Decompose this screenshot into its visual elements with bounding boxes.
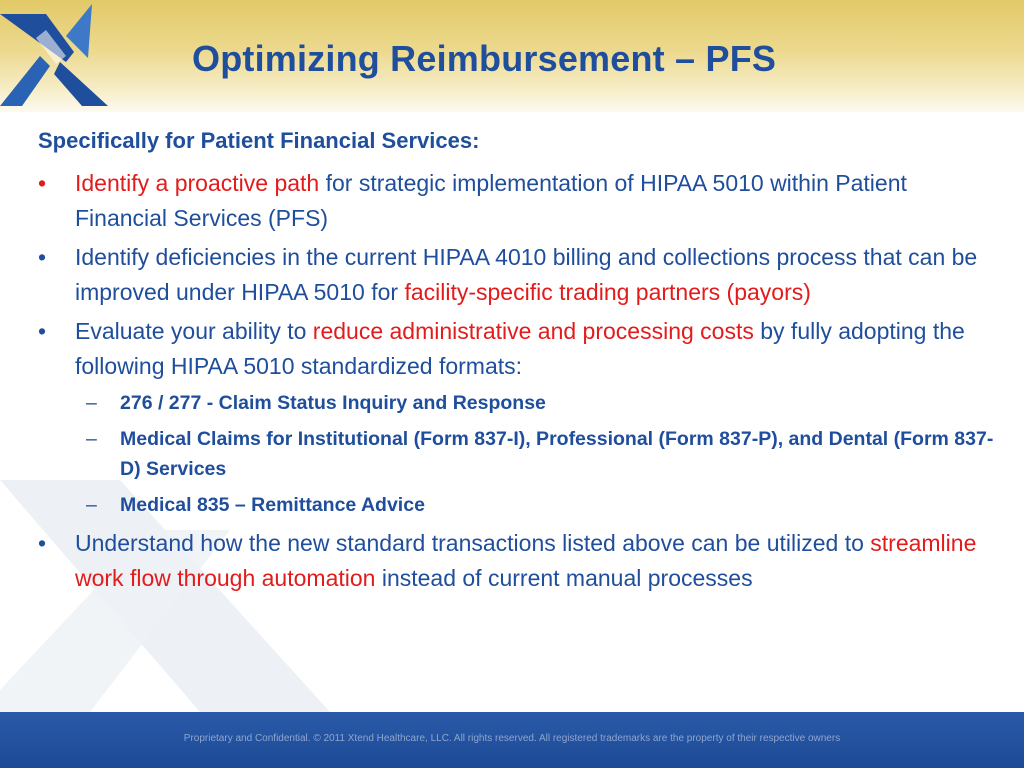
bullet-marker: • — [38, 170, 47, 196]
sub-marker: – — [86, 428, 97, 450]
header-band — [0, 0, 1024, 112]
sub-item — [38, 388, 998, 418]
bullet-text: Understand how the new standard transactions listed above can be utilized to — [75, 530, 871, 556]
footer-copyright: Proprietary and Confidential. © 2011 Xtend Healthcare, LLC. All rights reserved. All registered trademarks are the property of their respective owners — [183, 733, 841, 744]
highlight-text: reduce administrative and processing costs — [312, 318, 754, 344]
sub-marker: – — [86, 494, 97, 516]
sub-list — [38, 388, 998, 520]
highlight-text: facility-specific trading partners (payors) — [404, 279, 811, 305]
bullet-item — [38, 526, 998, 596]
intro-heading: Specifically for Patient Financial Services: — [38, 128, 480, 153]
sub-item-text: Medical 835 – Remittance Advice — [120, 494, 425, 516]
highlight-text: Identify a proactive path — [75, 170, 320, 196]
footer-band — [0, 712, 1024, 768]
bullet-text: Evaluate your ability to — [75, 318, 313, 344]
sub-item-text: Medical Claims for Institutional (Form 837-I), Professional (Form 837-P), and Dental (Form 837-D) Services — [120, 428, 994, 480]
bullet-item — [38, 166, 998, 236]
bullet-item — [38, 240, 998, 310]
highlight-text: streamline work flow through automation — [75, 530, 977, 591]
bullet-marker: • — [38, 530, 47, 556]
xtend-x-logo-icon — [0, 0, 120, 112]
bullet-text: for strategic implementation of HIPAA 5010 within Patient Financial Services (PFS) — [75, 170, 907, 231]
sub-marker: – — [86, 392, 97, 414]
slide-body — [38, 128, 998, 600]
slide-title: Optimizing Reimbursement – PFS — [192, 38, 777, 79]
sub-item — [38, 490, 998, 520]
bullet-marker: • — [38, 318, 47, 344]
bullet-marker: • — [38, 244, 47, 270]
bullet-text: by fully adopting the following HIPAA 5010 standardized formats: — [75, 318, 965, 379]
bullet-item — [38, 314, 998, 384]
sub-item-text: 276 / 277 - Claim Status Inquiry and Response — [120, 392, 546, 414]
sub-item — [38, 424, 998, 484]
bullet-text: instead of current manual processes — [375, 565, 753, 591]
bullet-text: Identify deficiencies in the current HIPAA 4010 billing and collections process that can be improved under HIPAA 5010 for — [75, 244, 978, 305]
